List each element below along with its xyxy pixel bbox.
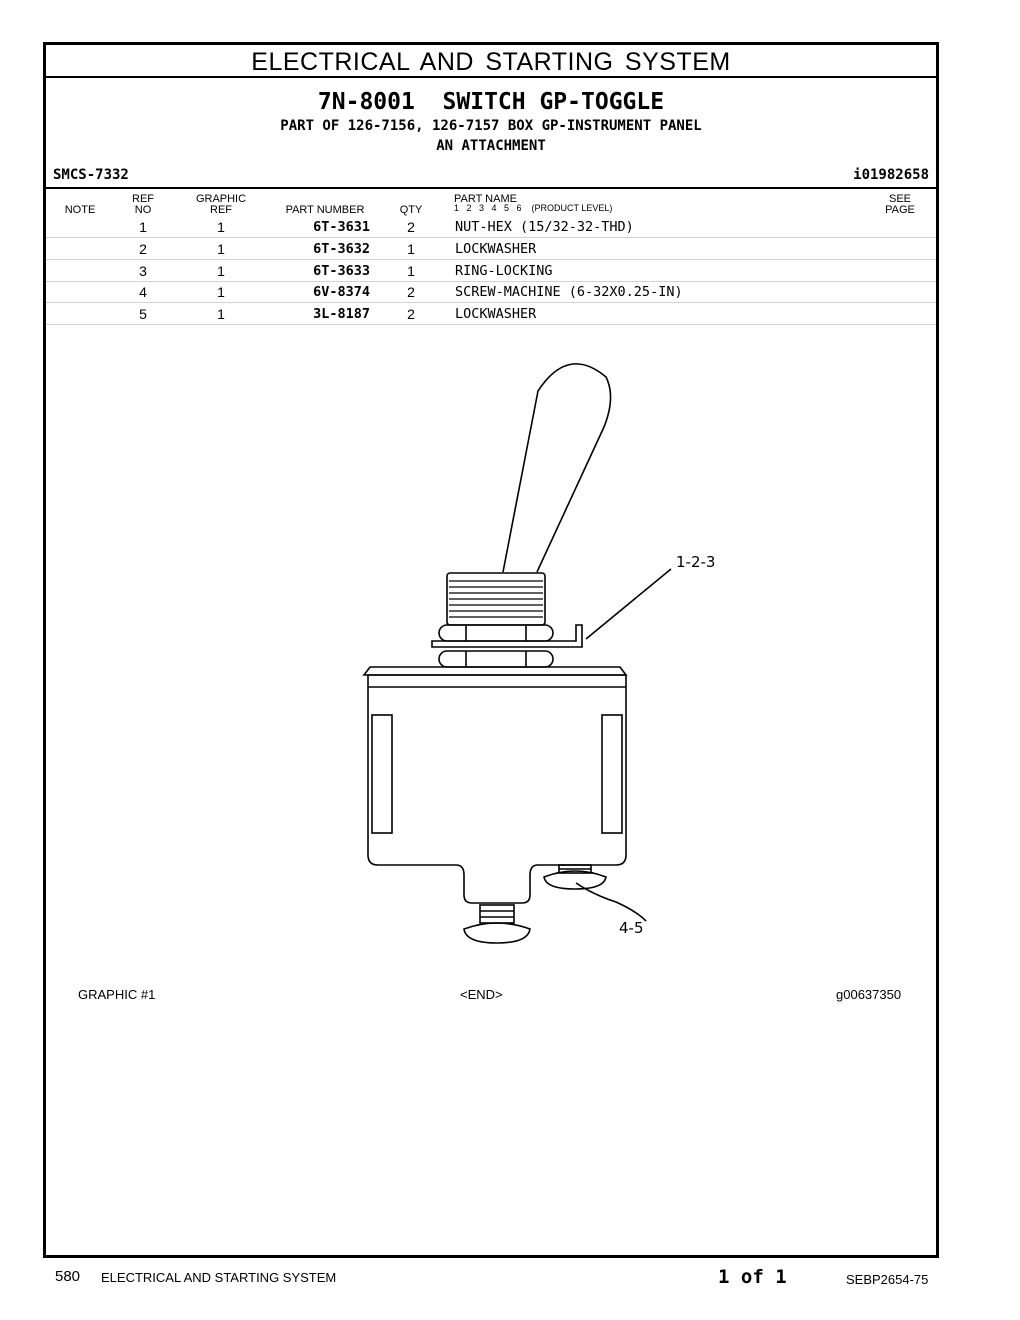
toggle-switch-illustration [336, 345, 756, 955]
ref-no: 4 [139, 284, 147, 300]
part-of-line: PART OF 126-7156, 126-7157 BOX GP-INSTRUMENT PANEL [280, 118, 702, 134]
part-name: LOCKWASHER [455, 241, 537, 257]
col-product-levels: 1 2 3 4 5 6 (PRODUCT LEVEL) [454, 203, 613, 213]
col-note: NOTE [64, 204, 96, 216]
qty: 1 [407, 241, 415, 257]
graphic-label: GRAPHIC #1 [78, 987, 156, 1002]
bushing-threads [449, 581, 543, 617]
graphic-ref: 1 [217, 284, 225, 300]
parts-page-frame [43, 42, 939, 1258]
lower-hex-nut [439, 651, 553, 667]
part-name: LOCKWASHER [455, 306, 537, 322]
part-number: 6V-8374 [313, 284, 370, 300]
ref-no: 5 [139, 306, 147, 322]
ref-no: 3 [139, 263, 147, 279]
col-ref-no-line1: REF [132, 193, 154, 205]
leader-line-bottom [576, 883, 646, 921]
graphic-ref: 1 [217, 219, 225, 235]
page-number: 580 [55, 1268, 81, 1285]
table-row [46, 260, 936, 282]
part-name: NUT-HEX (15/32-32-THD) [455, 219, 634, 235]
part-number: 6T-3631 [313, 219, 370, 235]
group-title: 7N-8001 SWITCH GP-TOGGLE [317, 89, 665, 115]
leader-line-top [586, 569, 671, 639]
header-rule [46, 187, 936, 189]
illustration-id: i01982658 [853, 167, 929, 183]
terminal-screw-bottom [464, 905, 530, 943]
footer-section: ELECTRICAL AND STARTING SYSTEM [101, 1270, 337, 1285]
page-of: 1 of 1 [718, 1266, 787, 1288]
page-footer [0, 1266, 1020, 1296]
qty: 2 [407, 219, 415, 235]
doc-id: SEBP2654-75 [846, 1272, 929, 1287]
end-marker: <END> [460, 987, 503, 1002]
ref-no: 1 [139, 219, 147, 235]
table-row [46, 281, 936, 303]
ref-no: 2 [139, 241, 147, 257]
body-right-rib [602, 715, 622, 833]
col-see-page-line1: SEE [888, 193, 911, 205]
col-ref-no-line2: NO [134, 204, 152, 216]
attachment-line: AN ATTACHMENT [436, 138, 546, 154]
body-left-rib [372, 715, 392, 833]
table-row [46, 216, 936, 238]
table-row [46, 303, 936, 325]
qty: 2 [407, 306, 415, 322]
part-name: RING-LOCKING [455, 263, 553, 279]
mounting-plate [364, 667, 626, 675]
callout-1-2-3: 1-2-3 [676, 553, 716, 571]
part-number: 6T-3633 [313, 263, 370, 279]
col-graphic-ref-line1: GRAPHIC [195, 193, 247, 205]
lever-shape [503, 364, 611, 572]
graphic-id: g00637350 [836, 987, 902, 1002]
part-number: 6T-3632 [313, 241, 370, 257]
col-part-name: PART NAME [454, 193, 517, 205]
upper-hex-nut [439, 625, 553, 641]
graphic-ref: 1 [217, 263, 225, 279]
col-qty: QTY [399, 204, 423, 216]
part-name: SCREW-MACHINE (6-32X0.25-IN) [455, 284, 683, 300]
graphic-ref: 1 [217, 241, 225, 257]
col-graphic-ref-line2: REF [210, 204, 232, 216]
col-see-page-line2: PAGE [885, 204, 915, 216]
callout-4-5: 4-5 [619, 919, 644, 937]
graphic-ref: 1 [217, 306, 225, 322]
part-number: 3L-8187 [313, 306, 370, 322]
qty: 1 [407, 263, 415, 279]
col-part-number: PART NUMBER [285, 204, 365, 216]
table-row [46, 238, 936, 260]
terminal-screw-right [544, 865, 606, 889]
qty: 2 [407, 284, 415, 300]
smcs-code: SMCS-7332 [53, 167, 129, 183]
locking-ring [432, 625, 582, 647]
section-title: ELECTRICAL AND STARTING SYSTEM [46, 45, 936, 78]
